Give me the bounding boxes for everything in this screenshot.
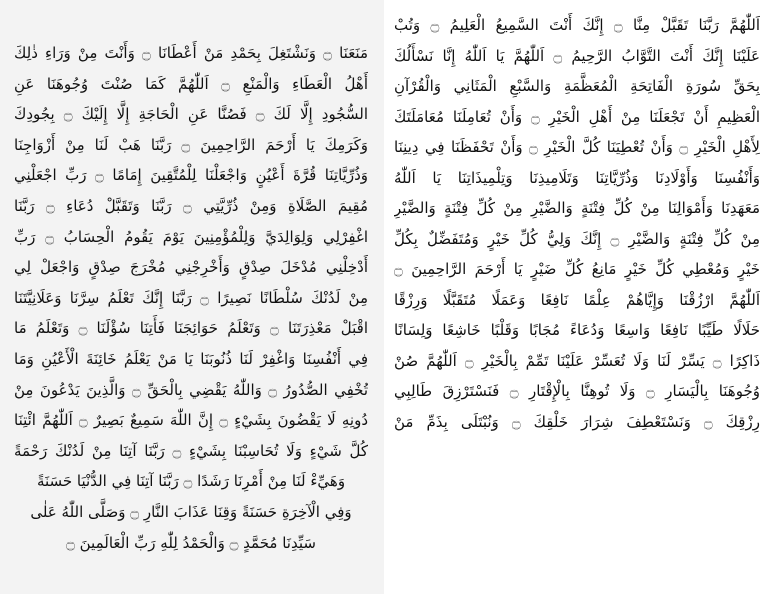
text-line: مِنْ لَدُنْكَ سُلْطَانًا نَصِيرًا ۝ رَبَّنَا إِنَّكَ تَعْلَمُ سِرَّنَا وَعَلَانِيَّتَنَا: [14, 288, 368, 307]
text-line: وَفِي الْآخِرَةِ حَسَنَةً وَقِنَا عَذَابَ النَّارِ ۝ وَصَلَّى اللّٰهُ عَلٰى: [30, 502, 352, 521]
text-line: فِي أَنْفُسِنَا وَاغْفِرْ لَنَا ذُنُوبَنَا يَا مَنْ يَعْلَمُ خَائِنَةَ الْأَعْيُنِ وَمَا: [14, 349, 368, 368]
text-line: اَللّٰهُمَّ رَبَّنَا تَقَبَّلْ مِنَّا ۝ إِنَّكَ أَنْتَ السَّمِيعُ الْعَلِيمُ ۝ وَتُبْ: [394, 16, 760, 34]
text-line: وَذُرِّيَّاتِنَا قُرَّةَ أَعْيُنٍ وَاجْعَلْنَا لِلْمُتَّقِينَ إِمَامًا ۝ رَبِّ اجْعَلْنِي: [14, 166, 368, 185]
text-line: اَللّٰهُمَّ ارْزُقْنَا وَإِيَّاهُمْ عِلْمًا نَافِعًا وَعَمَلًا مُتَقَبَّلًا وَرِزْقًا: [394, 290, 760, 309]
text-line: وُجُوهَنَا بِالْيَسَارِ ۝ وَلَا تُوهِنَّا بِالْإِقْتَارِ ۝ فَنَسْتَرْزِقَ طَالِبِي: [394, 382, 760, 400]
text-line: تُخْفِي الصُّدُورُ ۝ وَاللّٰهُ يَقْضِي بِالْحَقِّ ۝ وَالَّذِينَ يَدْعُونَ مِنْ: [14, 380, 368, 399]
right-page-text: [394, 10, 760, 437]
text-line: وَكَرَمِكَ يَا أَرْحَمَ الرَّاحِمِينَ ۝ رَبَّنَا هَبْ لَنَا مِنْ أَزْوَاجِنَا: [14, 135, 368, 154]
left-page-text: [14, 38, 368, 558]
text-line: وَأَنْفُسِنَا وَأَوْلَادِنَا وَذُرِّيَّاتِنَا وَتَلَامِيذِنَا وَتِلْمِيذَاتِنَا يَا اَللّٰهُ: [394, 168, 760, 187]
text-line: مَنَعَنَا ۝ وَنَشْتَغِلَ بِحَمْدِ مَنْ أَعْطَانَا ۝ وَأَنْتَ مِنْ وَرَاءِ ذٰلِكَ: [14, 44, 368, 62]
text-line: مُقِيمَ الصَّلَاةِ وَمِنْ ذُرِّيَّتِي ۝ رَبَّنَا وَتَقَبَّلْ دُعَاءِ ۝ رَبَّنَا: [14, 196, 368, 215]
text-line: بِحَقِّ سُورَةِ الْفَاتِحَةِ الْمُعَظَّمَةِ وَالسَّبْعِ الْمَثَانِي وَالْقُرْآنِ: [394, 77, 760, 95]
text-line: اقْبَلْ مَعْذِرَتَنَا ۝ وَتَعْلَمُ حَوَائِجَنَا فَأَتِنَا سُؤْلَنَا ۝ وَتَعْلَمُ مَا: [14, 319, 368, 338]
text-line: كُلَّ شَيْءٍ وَلَا تُحَاسِبْنَا بِشَيْءٍ ۝ رَبَّنَا آتِنَا مِنْ لَدُنْكَ رَحْمَةً: [14, 441, 368, 460]
text-line: مَعَهَدِنَا وَأَمْوَالِنَا مِنْ كُلِّ فِتْنَةٍ وَالضَّيْرِ مِنْ كُلِّ فِتْنَةٍ وَالضَّيْرِ: [394, 199, 760, 217]
text-line: حَلَالًا طَيِّبًا نَافِعًا وَاسِعًا وَدُعَاءً مُجَابًا وَقَلْبًا خَاشِعًا وَلِسَانًا: [394, 321, 760, 339]
text-line: لِأَهْلِ الْخَيْرِ ۝ وَأَنْ تُعْطِيَنَا كُلَّ الْخَيْرِ ۝ وَأَنْ تَحْفَظَنَا فِي دِينِنَا: [394, 138, 760, 156]
text-line: وَهَيِّءْ لَنَا مِنْ أَمْرِنَا رَشَدًا ۝ رَبَّنَا آتِنَا فِي الدُّنْيَا حَسَنَةً: [36, 472, 346, 491]
right-page: [384, 0, 768, 594]
text-line: خَيْرٍ وَمُعْطِي كُلِّ خَيْرٍ مَانِعُ كُلِّ ضَيْرٍ يَا أَرْحَمَ الرَّاحِمِينَ ۝: [394, 260, 760, 278]
text-line: أَهْلُ الْعَطَاءِ وَالْمَنْعِ ۝ اَللّٰهُمَّ كَمَا صُنْتَ وُجُوهَنَا عَنِ: [14, 74, 368, 93]
text-line: الْعَظِيمِ أَنْ تَجْعَلَنَا مِنْ أَهْلِ الْخَيْرِ ۝ وَأَنْ تُعَامِلَنَا مُعَامَلَتَكَ: [394, 107, 760, 126]
text-line: اغْفِرْلِي وَلِوَالِدَيَّ وَلِلْمُؤْمِنِينَ يَوْمَ يَقُومُ الْحِسَابُ ۝ رَبِّ: [14, 227, 368, 246]
text-line: سَيِّدِنَا مُحَمَّدٍ ۝ وَالْحَمْدُ لِلّٰهِ رَبِّ الْعَالَمِينَ ۝: [66, 533, 316, 552]
text-line: رِزْقِكَ ۝ وَنَسْتَعْطِفَ شِرَارَ خَلْقِكَ ۝ وَنُبْتَلَى بِذَمِّ مَنْ: [394, 412, 760, 431]
text-line: السُّجُودِ إِلَّا لَكَ ۝ فَصُنَّا عَنِ الْحَاجَةِ إِلَّا إِلَيْكَ ۝ بِجُودِكَ: [14, 105, 368, 124]
text-line: دُونِهِ لَا يَقْضُونَ بِشَيْءٍ ۝ إِنَّ اللّٰهَ سَمِيعٌ بَصِيرٌ ۝ اَللّٰهُمَّ ائْتِنَا: [14, 411, 368, 430]
text-line: ذَاكِرًا ۝ يَسِّرْ لَنَا وَلَا تُعَسِّرْ عَلَيْنَا تَمِّمْ بِالْخَيْرِ ۝ اَللّٰهُمَّ صُنْ: [394, 351, 760, 370]
text-line: مِنْ كُلِّ فِتْنَةٍ وَالضَّيْرِ ۝ إِنَّكَ وَلِيُّ كُلِّ خَيْرٍ وَمُتَفَضِّلٌ بِكُلِّ: [394, 229, 760, 248]
text-line: عَلَيْنَا إِنَّكَ أَنْتَ التَّوَّابُ الرَّحِيمُ ۝ اَللّٰهُمَّ يَا اَللّٰهُ إِنَّا نَسْأَلُكَ: [394, 46, 760, 65]
text-line: أَدْخِلْنِي مُدْخَلَ صِدْقٍ وَأَخْرِجْنِي مُخْرَجَ صِدْقٍ وَاجْعَلْ لِي: [14, 258, 368, 277]
